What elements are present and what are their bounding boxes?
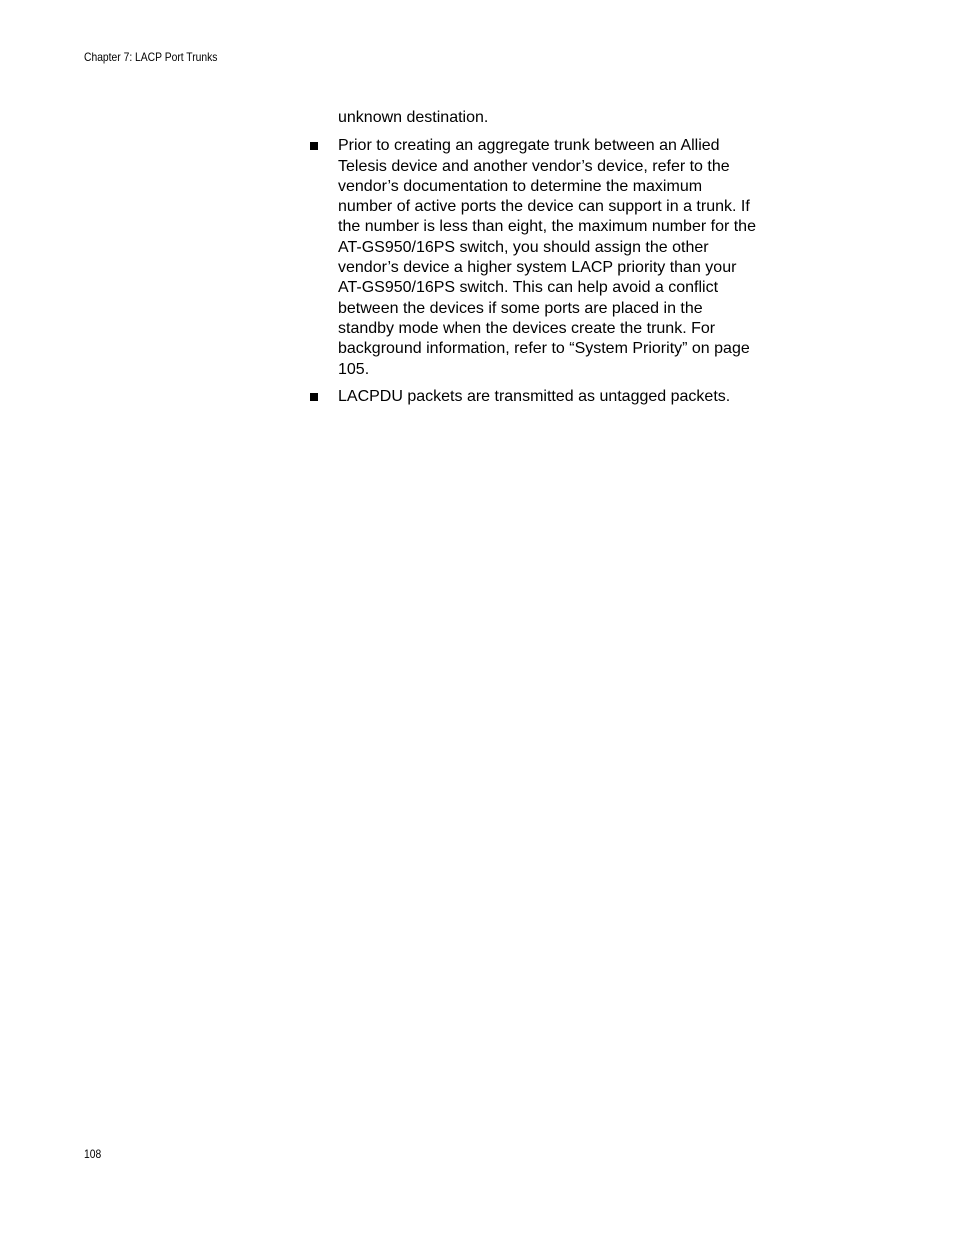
square-bullet-icon: [310, 142, 318, 150]
bullet-item-lacpdu-packets: [338, 387, 758, 407]
square-bullet-icon: [310, 393, 318, 401]
bullet-text: LACPDU packets are transmitted as untagged packets.: [338, 388, 731, 406]
continuation-paragraph: unknown destination.: [338, 109, 489, 126]
body-text: [338, 108, 758, 415]
bullet-list: [338, 136, 758, 407]
running-header: Chapter 7: LACP Port Trunks: [84, 50, 218, 64]
page-number: 108: [84, 1147, 102, 1161]
bullet-text: Prior to creating an aggregate trunk between an Allied Telesis device and another vendor’s device, refer to the vendor’s documentation to determine the maximum number of active ports the device can support in a trunk. If the number is less than eight, the maximum number for the AT-GS950/16PS switch, you should assign the other vendor’s device a higher system LACP priority than your AT-GS950/16PS switch. This can help avoid a conflict between the devices if some ports are placed in the standby mode when the devices create the trunk. For background information, refer to “System Priority” on page 105.: [338, 137, 756, 378]
bullet-item-trunk-priority: [338, 136, 758, 380]
